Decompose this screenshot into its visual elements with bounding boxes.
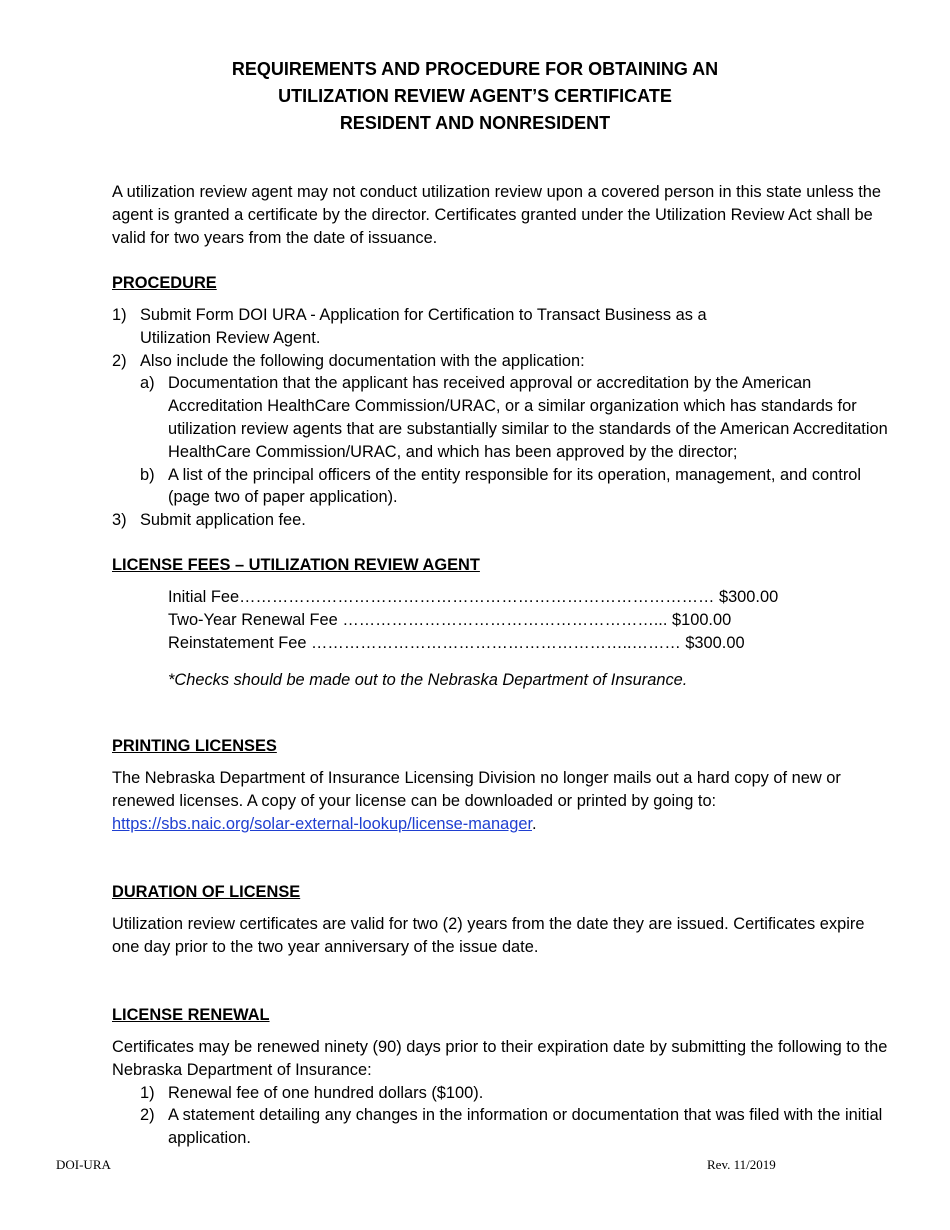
license-manager-link[interactable]: https://sbs.naic.org/solar-external-lookup/license-manager [112, 814, 532, 833]
procedure-item-number: 3) [112, 511, 127, 530]
procedure-subitem-b [140, 464, 894, 510]
renewal-text: Certificates may be renewed ninety (90) days prior to their expiration date by submitting the following to the Nebraska Department of Insurance: [112, 1038, 888, 1079]
title-line-1: REQUIREMENTS AND PROCEDURE FOR OBTAINING AN [231, 59, 719, 79]
title-line-2: UTILIZATION REVIEW AGENT’S CERTIFICATE [278, 86, 672, 106]
renewal-paragraph [112, 1036, 898, 1150]
link-period: . [532, 814, 537, 833]
procedure-item-3 [112, 509, 912, 532]
fee-row-reinstatement [168, 632, 745, 655]
intro-paragraph: A utilization review agent may not conduct utilization review upon a covered person in this state unless the agent is granted a certificate by the director. Certificates granted under the Utilization Review Act shall be valid for two years from the date of issuance. [112, 183, 881, 247]
document-title [0, 56, 950, 137]
fees-heading: LICENSE FEES – UTILIZATION REVIEW AGENT [112, 556, 480, 574]
renewal-item-text: A statement detailing any changes in the information or documentation that was filed with the initial application. [168, 1106, 883, 1148]
title-line-3: RESIDENT AND NONRESIDENT [339, 113, 611, 133]
procedure-item-text: Also include the following documentation with the application: [140, 351, 585, 370]
fee-label: Reinstatement Fee [168, 634, 307, 652]
fee-leader-dots: …………………………………………………..……… [306, 634, 681, 652]
fee-leader-dots: …………………………………………………... [337, 611, 668, 629]
procedure-subitem-text: A list of the principal officers of the entity responsible for its operation, management, and control (page two of paper application). [168, 465, 862, 507]
renewal-item-1 [140, 1082, 898, 1105]
renewal-item-text: Renewal fee of one hundred dollars ($100). [168, 1083, 484, 1102]
fee-row-renewal [168, 609, 731, 632]
procedure-item-text-continued: Utilization Review Agent. [140, 328, 321, 347]
printing-text: The Nebraska Department of Insurance Licensing Division no longer mails out a hard copy of new or renewed licenses. A copy of your license can be downloaded or printed by going to: [112, 769, 841, 810]
printing-paragraph [112, 767, 882, 835]
fee-amount: $300.00 [718, 588, 779, 606]
renewal-item-number: 1) [140, 1083, 155, 1102]
procedure-item-number: 2) [112, 351, 127, 370]
procedure-heading: PROCEDURE [112, 274, 217, 292]
procedure-item-1 [112, 304, 912, 350]
fee-label: Two-Year Renewal Fee [168, 611, 338, 629]
renewal-heading: LICENSE RENEWAL [112, 1006, 270, 1024]
procedure-item-text: Submit Form DOI URA - Application for Certification to Transact Business as a [140, 306, 707, 324]
checks-note: *Checks should be made out to the Nebraska Department of Insurance. [168, 671, 688, 689]
fee-amount: $300.00 [685, 634, 745, 652]
procedure-subitem-letter: a) [140, 374, 155, 393]
procedure-subitem-letter: b) [140, 465, 155, 484]
printing-heading: PRINTING LICENSES [112, 737, 277, 755]
procedure-list [112, 304, 912, 532]
procedure-subitem-text: Documentation that the applicant has received approval or accreditation by the American Accreditation HealthCare Commission/URAC, or a similar organization which has standards for utilization review agents that are substantially similar to the standards of the American Accreditation HealthCare Commission/URAC, and which has been approved by the director; [168, 374, 888, 461]
fee-amount: $100.00 [671, 611, 732, 629]
fee-leader-dots: …………………………………………………………………………… [239, 588, 715, 606]
renewal-item-number: 2) [140, 1106, 155, 1125]
fee-row-initial [168, 586, 778, 609]
duration-paragraph: Utilization review certificates are valid for two (2) years from the date they are issued. Certificates expire one day prior to the two year anniversary of the issue date. [112, 915, 865, 956]
procedure-item-number: 1) [112, 306, 127, 324]
renewal-item-2 [140, 1104, 898, 1150]
fee-label: Initial Fee [168, 588, 240, 606]
footer-form-id: DOI-URA [56, 1157, 111, 1172]
duration-heading: DURATION OF LICENSE [112, 883, 301, 901]
footer-revision: Rev. 11/2019 [707, 1157, 776, 1172]
procedure-item-2 [112, 350, 912, 373]
procedure-subitem-a [140, 372, 894, 463]
procedure-item-text: Submit application fee. [140, 511, 306, 530]
